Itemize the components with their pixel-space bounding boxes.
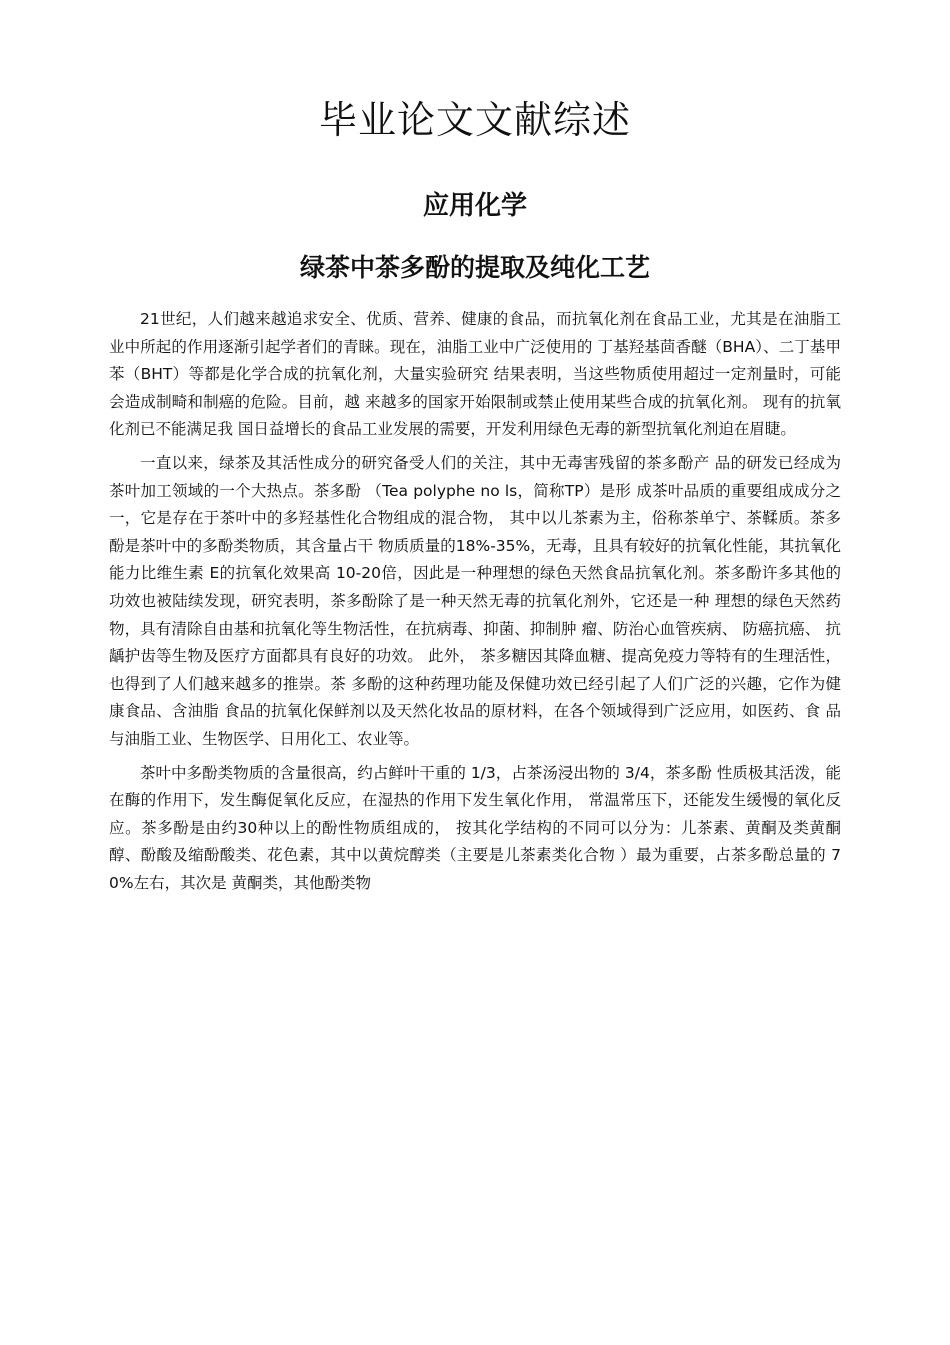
- paragraph-2: 一直以来，绿茶及其活性成分的研究备受人们的关注，其中无毒害残留的茶多酚产 品的研发已经成为茶叶加工领域的一个大热点。茶多酚 （Tea polyphe no ls，简称TP）是形 成茶叶品质的重要组成成分之一，它是存在于茶叶中的多羟基性化合物组成的混合物， 其中以儿茶素为主，俗称茶单宁、茶鞣质。茶多酚是茶叶中的多酚类物质，其含量占干 物质质量的18%-35%，无毒，且具有较好的抗氧化性能，其抗氧化能力比维生素 E的抗氧化效果高 10-20倍，因此是一种理想的绿色天然食品抗氧化剂。茶多酚许多其他的 功效也被陆续发现，研究表明，茶多酚除了是一种天然无毒的抗氧化剂外，它还是一种 理想的绿色天然药物，具有清除自由基和抗氧化等生物活性，在抗病毒、抑菌、抑制肿 瘤、防治心血管疾病、 防癌抗癌、 抗龋护齿等生物及医疗方面都具有良好的功效。 此外， 茶多糖因其降血糖、提高免疫力等特有的生理活性，也得到了人们越来越多的推崇。茶 多酚的这种药理功能及保健功效已经引起了人们广泛的兴趣，它作为健康食品、含油脂 食品的抗氧化保鲜剂以及天然化妆品的原材料，在各个领域得到广泛应用，如医药、食 品与油脂工业、生物医学、日用化工、农业等。: [109, 453, 841, 748]
- major-heading: 应用化学: [422, 191, 527, 221]
- paper-subtitle: 绿茶中茶多酚的提取及纯化工艺: [299, 253, 650, 282]
- document-title: 毕业论文文献综述: [318, 98, 631, 142]
- body-text: [109, 306, 841, 897]
- paragraph-1: 21世纪，人们越来越追求安全、优质、营养、健康的食品，而抗氧化剂在食品工业，尤其是在油脂工业中所起的作用逐渐引起学者们的青睐。现在，油脂工业中广泛使用的 丁基羟基茴香醚（BHA）、二丁基甲苯（BHT）等都是化学合成的抗氧化剂，大量实验研究 结果表明，当这些物质使用超过一定剂量时，可能会造成制畸和制癌的危险。目前，越 来越多的国家开始限制或禁止使用某些合成的抗氧化剂。 现有的抗氧化剂已不能满足我 国日益增长的食品工业发展的需要，开发利用绿色无毒的新型抗氧化剂迫在眉睫。: [109, 310, 841, 439]
- paragraph-3: 茶叶中多酚类物质的含量很高，约占鲜叶干重的 1/3，占茶汤浸出物的 3/4，茶多酚 性质极其活泼，能在酶的作用下，发生酶促氧化反应，在湿热的作用下发生氧化作用， 常温常压下，还能发生缓慢的氧化反应。茶多酚是由约30种以上的酚性物质组成的， 按其化学结构的不同可以分为：儿茶素、黄酮及类黄酮醇、酚酸及缩酚酸类、花色素，其中以黄烷醇类（主要是儿茶素类化合物 ）最为重要，占茶多酚总量的 70%左右，其次是 黄酮类，其他酚类物: [109, 763, 841, 892]
